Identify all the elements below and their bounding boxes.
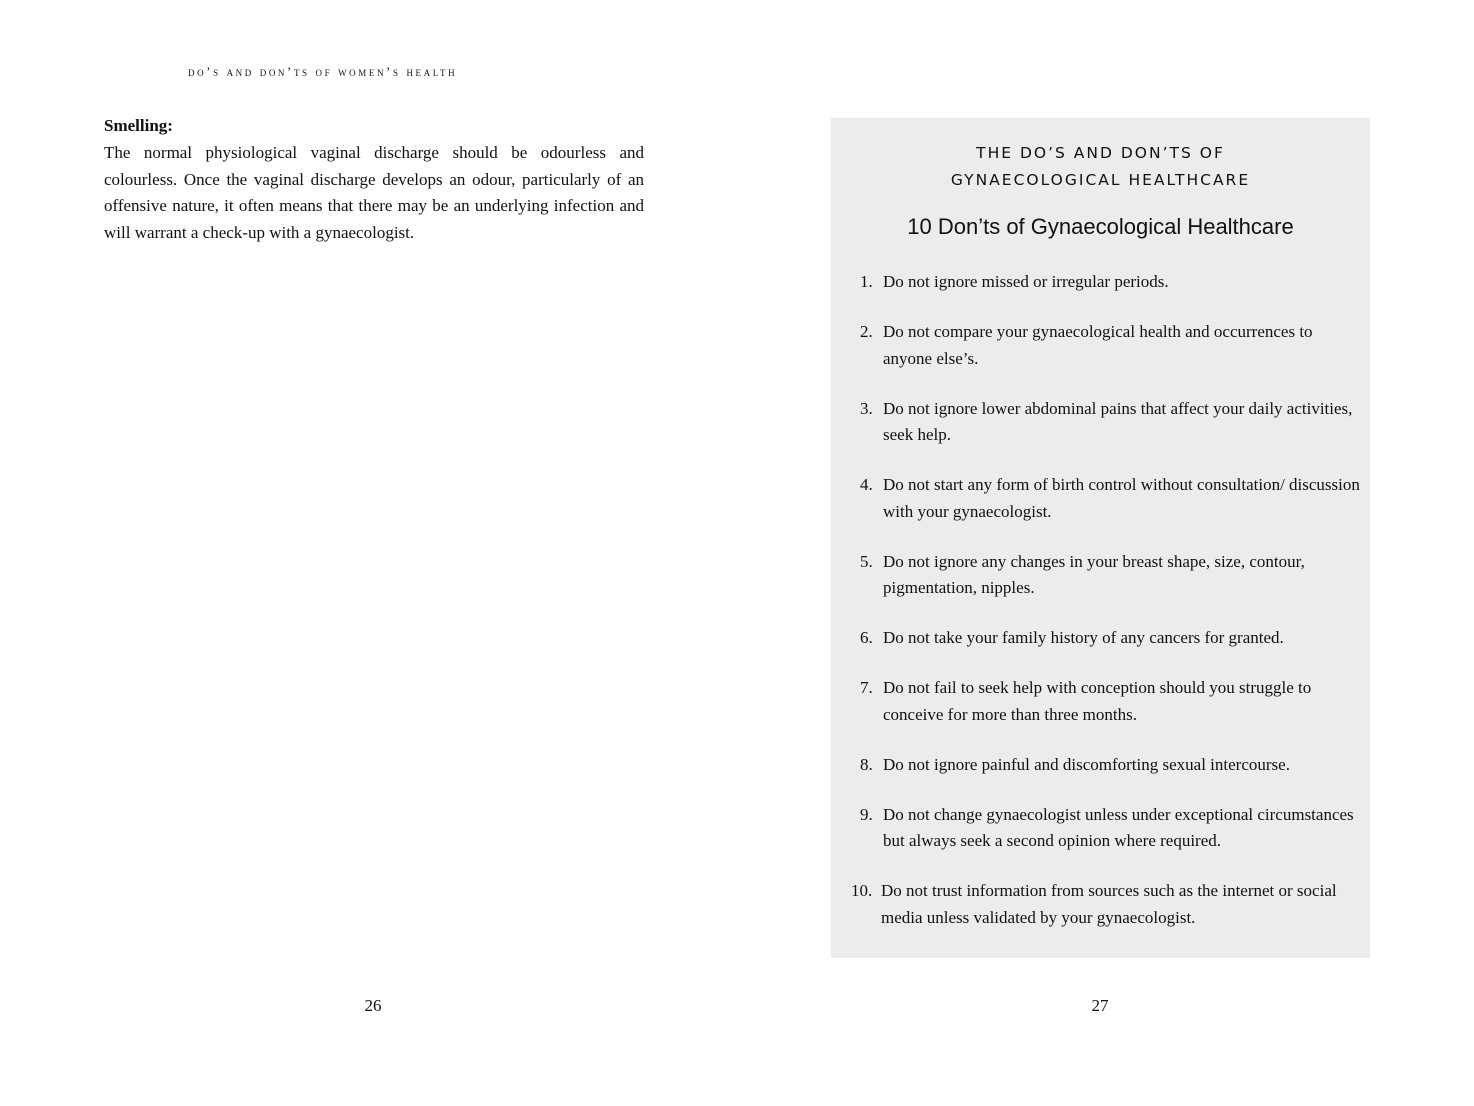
- list-item: [851, 396, 1361, 449]
- list-item-number: 2.: [860, 322, 873, 341]
- list-item: [851, 675, 1361, 728]
- running-header: do’s and don’ts of women’s health: [188, 64, 458, 79]
- list-item-number: 7.: [860, 678, 873, 697]
- list-item: [851, 319, 1361, 372]
- list-item: [851, 549, 1361, 602]
- list-item-text: Do not change gynaecologist unless under exceptional circumstances but always seek a second opinion where required.: [883, 804, 1354, 850]
- list-item-text: Do not ignore lower abdominal pains that affect your daily activities, seek help.: [883, 398, 1353, 444]
- section-body: The normal physiological vaginal discharge should be odourless and colourless. Once the vaginal discharge develops an odour, particularly of an offensive nature, it often means that there may be an underlying infection and will warrant a check-up with a gynaecologist.: [104, 143, 644, 242]
- list-item-number: 3.: [860, 398, 873, 418]
- section-heading: Smelling:: [104, 116, 173, 135]
- box-kicker: [831, 140, 1370, 194]
- page-number-right: 27: [1091, 996, 1109, 1015]
- list-item-text: Do not trust information from sources such as the internet or social media unless validated by your gynaecologist.: [881, 881, 1337, 927]
- list-item-text: Do not ignore painful and discomforting sexual intercourse.: [883, 754, 1290, 774]
- page-number-left: 26: [364, 996, 382, 1015]
- list-item-text: Do not ignore any changes in your breast shape, size, contour, pigmentation, nipples.: [883, 551, 1305, 597]
- list-item-number: 8.: [860, 754, 873, 774]
- donts-list: [851, 269, 1361, 955]
- list-item-number: 10.: [851, 881, 873, 900]
- list-item-text: Do not take your family history of any cancers for granted.: [883, 628, 1284, 647]
- list-item: [851, 472, 1361, 525]
- list-item: [851, 625, 1361, 652]
- donts-sidebar-box: [831, 118, 1370, 958]
- list-item: [851, 269, 1361, 296]
- list-item-number: 5.: [860, 551, 873, 571]
- list-item-number: 1.: [860, 272, 873, 291]
- list-item-text: Do not fail to seek help with conception should you struggle to conceive for more than three months.: [883, 678, 1312, 724]
- list-item: [851, 878, 1361, 931]
- list-item-number: 4.: [860, 475, 873, 494]
- list-item-number: 9.: [860, 804, 873, 824]
- list-item: [851, 752, 1361, 779]
- box-kicker-line1: THE DO’S AND DON’TS OF: [976, 144, 1225, 162]
- list-item: [851, 802, 1361, 855]
- smelling-section: [104, 115, 644, 246]
- list-item-text: Do not ignore missed or irregular periods.: [883, 272, 1169, 291]
- list-item-number: 6.: [860, 628, 873, 647]
- box-title: 10 Don’ts of Gynaecological Healthcare: [907, 214, 1294, 239]
- list-item-text: Do not compare your gynaecological health and occurrences to anyone else’s.: [883, 322, 1313, 368]
- box-kicker-line2: GYNAECOLOGICAL HEALTHCARE: [950, 171, 1251, 189]
- list-item-text: Do not start any form of birth control without consultation/ discussion with your gynaecologist.: [883, 475, 1360, 521]
